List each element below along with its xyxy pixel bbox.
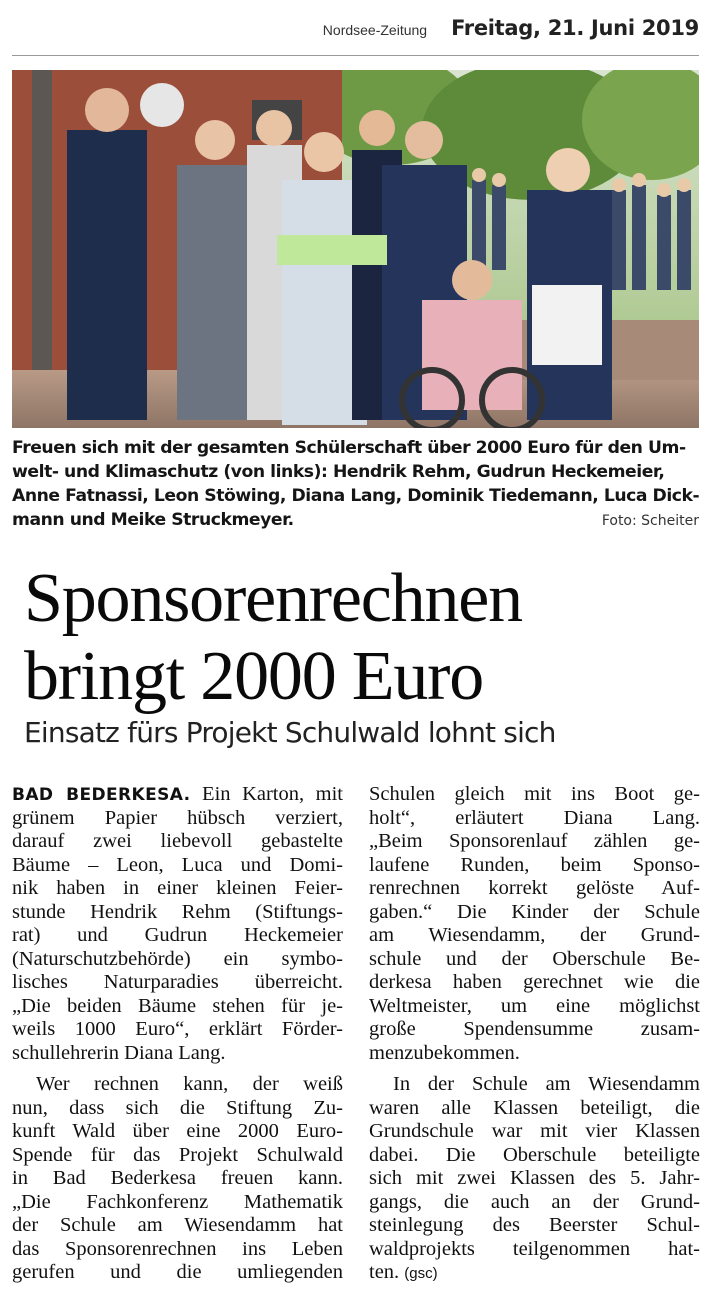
text-line: laufene Runden, beim Sponso- [369,853,700,876]
text-line: Weltmeister, um eine möglichst [369,994,700,1017]
text-line: renrechnen korrekt gelöste Auf- [369,877,700,899]
text-line: sich mit zwei Klassen des 5. Jahr- [369,1167,700,1189]
text-line: der Schule am Wiesendamm hat [12,1214,343,1236]
text-line: gaben.“ Die Kinder der Schule [369,900,700,923]
article-column-left [12,783,343,1285]
caption-line: welt- und Klimaschutz (von links): Hendrik Rehm, Gudrun Heckemeier, [12,462,665,482]
text-line: weils 1000 Euro“, erklärt Förder- [12,1018,343,1040]
text-line: in Bad Bederkesa freuen kann. [12,1167,343,1189]
text-line: ten. (gsc) [369,1261,438,1283]
text-line: das Sponsorenrechnen ins Leben [12,1237,343,1260]
text-line: grünem Papier hübsch verziert, [12,806,343,829]
newspaper-name: Nordsee-Zeitung [322,22,428,38]
text-line: (Naturschutzbehörde) ein symbo- [12,947,343,970]
text-line: große Spendensumme zusam- [369,1018,700,1040]
caption-line: Freuen sich mit der gesamten Schülerschaft über 2000 Euro für den Um- [12,438,686,458]
text-line: menzubekommen. [369,1041,520,1064]
article-subheadline: Einsatz fürs Projekt Schulwald lohnt sich [24,716,556,749]
text-line: schule und der Oberschule Be- [369,947,700,970]
caption-line: Anne Fatnassi, Leon Stöwing, Diana Lang, Dominik Tiedemann, Luca Dick- [12,486,700,506]
text-line: Schulen gleich mit ins Boot ge- [369,783,700,805]
dateline: BAD BEDERKESA. [12,785,191,805]
text-line: waren alle Klassen beteiligt, die [369,1096,700,1119]
text-line: „Die beiden Bäume stehen für je- [12,994,343,1017]
text-line: gerufen und die umliegenden [12,1261,343,1283]
text-line: „Beim Sponsorenlauf zählen ge- [369,830,700,852]
article-photo [12,70,699,428]
text-line: lisches Naturparadies überreicht. [12,971,343,993]
photo-caption [12,436,699,533]
caption-last-line [12,508,699,533]
text-line: darauf zwei liebevoll gebastelte [12,830,343,852]
text-line: Grundschule war mit vier Klassen [369,1120,700,1142]
article-headline [24,560,704,716]
text-line: Bäume – Leon, Luca und Domi- [12,853,343,876]
text-line: rat) und Gudrun Heckemeier [12,924,343,946]
headline-line: Sponsorenrechnen [24,560,522,637]
text-line: Wer rechnen kann, der weiß [36,1073,343,1095]
issue-date: Freitag, 21. Juni 2019 [451,16,699,40]
group-photo-icon [12,70,699,428]
text-line: am Wiesendamm, der Grund- [369,924,700,946]
text-line: steinlegung des Beerster Schul- [369,1214,700,1236]
text-line: BAD BEDERKESA. Ein Karton, mit [12,783,343,805]
text-line: stunde Hendrik Rehm (Stiftungs- [12,900,343,923]
caption-line: mann und Meike Struckmeyer. [12,510,294,530]
headline-line: bringt 2000 Euro [24,638,484,715]
text-line: „Die Fachkonferenz Mathematik [12,1190,343,1213]
text-line: nik haben in einer kleinen Feier- [12,877,343,899]
text-line: nun, dass sich die Stiftung Zu- [12,1096,343,1119]
text-line: dabei. Die Oberschule beteiligte [369,1143,700,1166]
text-line: holt“, erläutert Diana Lang. [369,806,700,829]
article-column-right [369,783,700,1285]
text-line: kunft Wald über eine 2000 Euro- [12,1120,343,1142]
page-header [0,16,699,48]
photo-credit: Foto: Scheiter [601,513,699,529]
text-line: In der Schule am Wiesendamm [393,1073,700,1095]
text-line: derkesa haben gerechnet wie die [369,971,700,993]
text-line: gangs, die auch an der Grund- [369,1190,700,1213]
text-line: Spende für das Projekt Schulwald [12,1143,343,1166]
author-signature: (gsc) [404,1265,438,1282]
text-line: schullehrerin Diana Lang. [12,1041,226,1064]
text-line: waldprojekts teilgenommen hat- [369,1237,700,1260]
header-rule [12,55,699,56]
